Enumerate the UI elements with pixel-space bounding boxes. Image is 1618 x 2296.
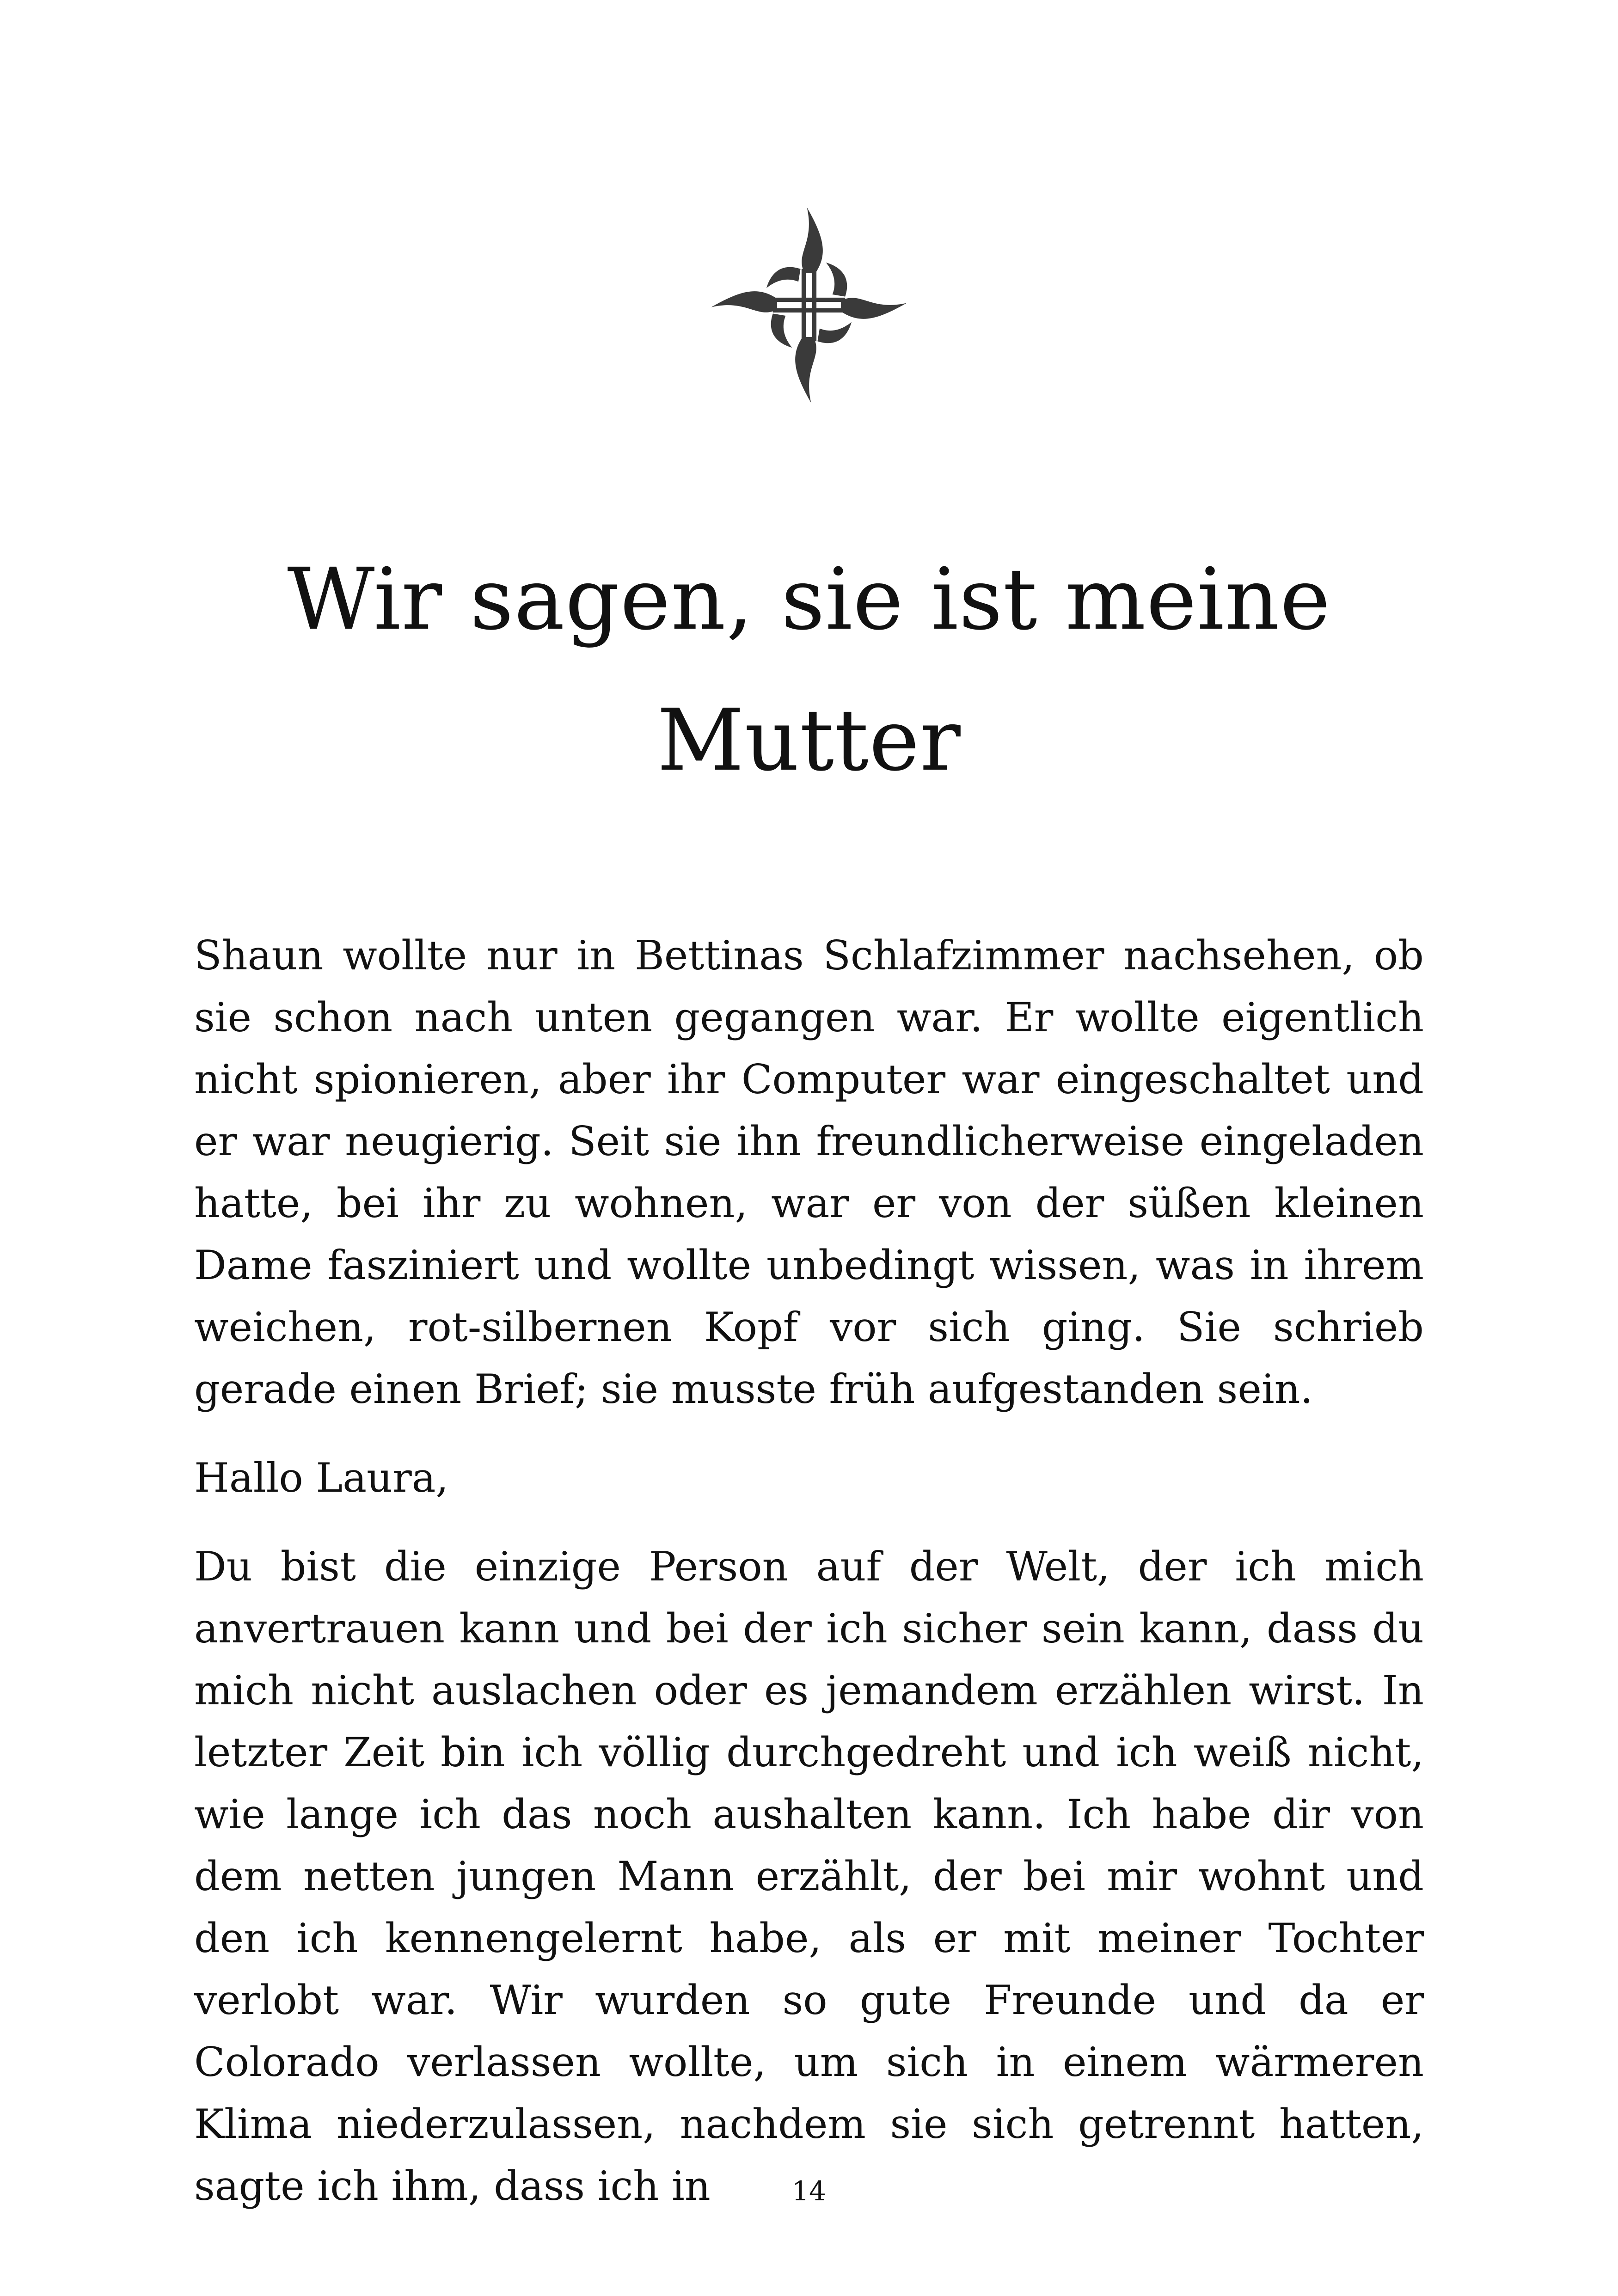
body-text	[194, 925, 1424, 2244]
chapter-title: Wir sagen, sie ist meine Mutter	[287, 550, 1331, 790]
paragraph: Shaun wollte nur in Bettinas Schlafzimmer nachsehen, ob sie schon nach unten gegangen war. Er wollte eigentlich nicht spionieren, aber ihr Computer war eingeschaltet und er war neugierig. Seit sie ihn freundlicherweise eingeladen hatte, bei ihr zu wohnen, war er von der süßen kleinen Dame fasziniert und wollte unbedingt wissen, was in ihrem weichen, rot-silbernen Kopf vor sich ging. Sie schrieb gerade einen Brief; sie musste früh aufgestanden sein.	[194, 932, 1424, 1413]
paragraph: Du bist die einzige Person auf der Welt, der ich mich anvertrauen kann und bei der ich sicher sein kann, dass du mich nicht auslachen oder es jemandem erzählen wirst. In letzter Zeit bin ich völlig durchgedreht und ich weiß nicht, wie lange ich das noch aushalten kann. Ich habe dir von dem netten jungen Mann erzählt, der bei mir wohnt und den ich kennengelernt habe, als er mit meiner Tochter verlobt war. Wir wurden so gute Freunde und da er Colorado verlassen wollte, um sich in einem wärmeren Klima niederzulassen, nachdem sie sich getrennt hatten, sagte ich ihm, dass ich in	[194, 1543, 1424, 2210]
page-number: 14	[792, 2175, 826, 2207]
chapter-ornament-icon	[703, 199, 915, 411]
paragraph: Hallo Laura,	[194, 1454, 449, 1501]
